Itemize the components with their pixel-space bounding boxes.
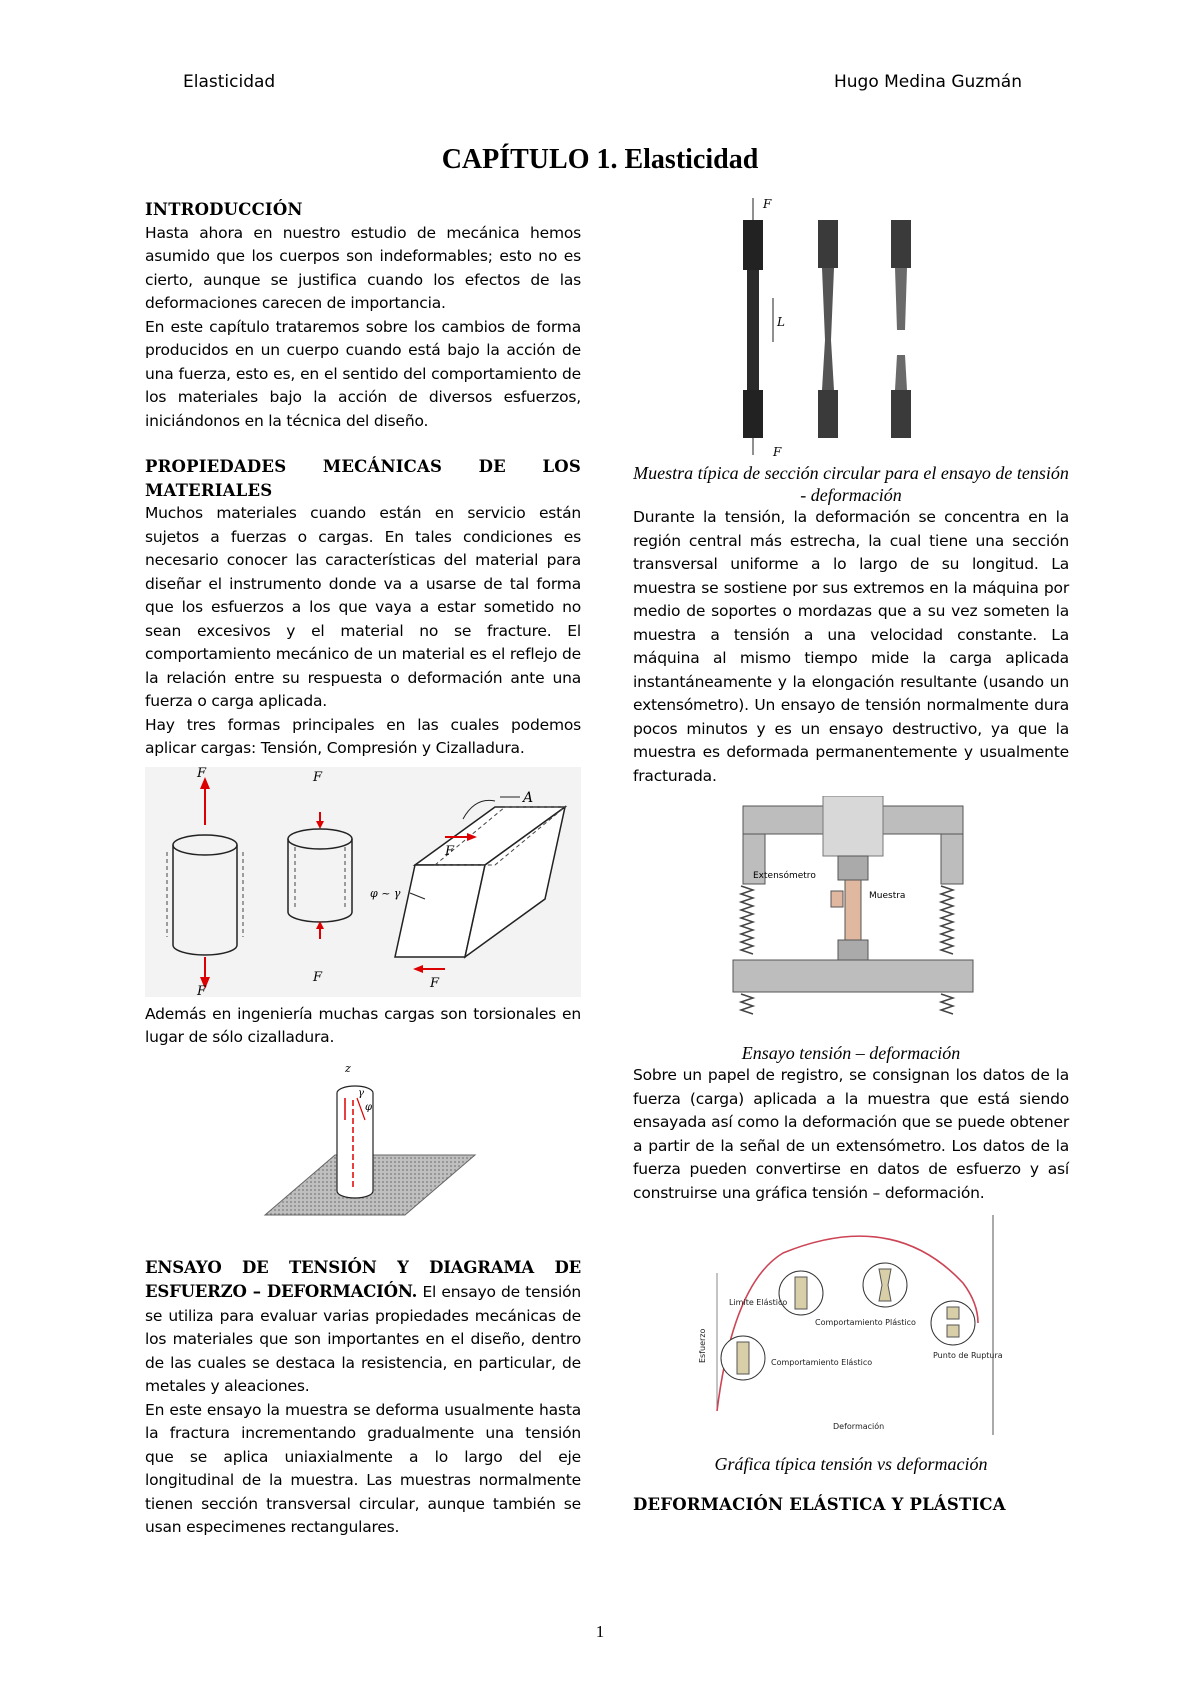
torsion-theta-label: φ <box>365 1101 373 1113</box>
torsion-axis-label: z <box>345 1061 351 1075</box>
specimen-force-top: F <box>763 197 772 211</box>
graph-caption: Gráfica típica tensión vs deformación <box>714 1454 988 1474</box>
tension-test-heading: ENSAYO DE TENSIÓN Y DIAGRAMA DE ESFUERZO – DEFORMACIÓN. <box>145 1257 581 1301</box>
tension-force-top: F <box>197 766 207 781</box>
graph-label-plastic: Comportamiento Plástico <box>815 1318 916 1327</box>
tension-force-bottom: F <box>197 983 207 997</box>
testing-machine-figure <box>633 796 1069 1018</box>
compression-force-bottom: F <box>313 969 323 985</box>
properties-paragraph-2: Hay tres formas principales en las cuales podemos aplicar cargas: Tensión, Compresión y Cizalladura. <box>145 715 581 757</box>
load-types-figure <box>145 767 581 997</box>
graph-label-elastic: Comportamiento Elástico <box>771 1358 873 1367</box>
graph-y-axis-label: Esfuerzo <box>698 1328 707 1363</box>
shear-force-top: F <box>445 843 455 859</box>
specimen-caption: Muestra típica de sección circular para el ensayo de tensión - deformación <box>633 463 1069 505</box>
specimen-paragraph: Durante la tensión, la deformación se concentra en la región central más estrecha, la cual tiene una sección transversal uniforme a lo largo de su longitud. La muestra se sostiene por sus extremos en la máquina por medio de soportes o mordazas que a su vez someten la muestra a tensión a una velocidad constante. La máquina al mismo tiempo mide la carga aplicada instantáneamente y la elongación resultante (usando un extensómetro). Un ensayo de tensión normalmente dura pocos minutos y es un ensayo destructivo, ya que la muestra es deformada permanentemente y usualmente fracturada. <box>633 508 1069 785</box>
chapter-title: CAPÍTULO 1. Elasticidad <box>441 144 759 175</box>
specimen-photo <box>633 190 1069 458</box>
specimen-force-bottom: F <box>773 445 782 458</box>
compression-force-top: F <box>313 769 323 785</box>
specimen-length-label: L <box>777 315 785 329</box>
tension-test-paragraph-2: En este ensayo la muestra se deforma usualmente hasta la fractura incrementando gradualmente una tensión que se aplica uniaxialmente a lo largo del eje longitudinal de la muestra. Las muestras normalmente tienen sección transversal circular, aunque también se usan especimenes rectangulares. <box>145 1400 581 1536</box>
page-number: 1 <box>595 1622 605 1641</box>
intro-heading: INTRODUCCIÓN <box>145 200 303 219</box>
machine-caption: Ensayo tensión – deformación <box>741 1043 961 1063</box>
properties-paragraph-1: Muchos materiales cuando están en servicio están sujetos a fuerzas o cargas. En tales condiciones es necesario conocer las características del material para diseñar el instrumento donde va a usarse de tal forma que los esfuerzos a los que vaya a estar sometido no sean excesivos y el material no se fracture. El comportamiento mecánico de un material es el reflejo de la relación entre su respuesta o deformación ante una fuerza o carga aplicada. <box>145 504 581 710</box>
record-paragraph: Sobre un papel de registro, se consignan los datos de la fuerza (carga) aplicada a la muestra que está siendo ensayada así como la deformación que se puede obtener a partir de la señal de un extensómetro. Los datos de la fuerza pueden convertirse en datos de esfuerzo y así construirse una gráfica tensión – deformación. <box>633 1066 1069 1202</box>
machine-label-extensometer: Extensómetro <box>753 871 816 881</box>
intro-paragraph-1: Hasta ahora en nuestro estudio de mecánica hemos asumido que los cuerpos son indeformables; esto no es cierto, aunque se justifica cuando los efectos de las deformaciones carecen de importancia. <box>145 223 581 312</box>
elastic-plastic-heading: DEFORMACIÓN ELÁSTICA Y PLÁSTICA <box>633 1495 1006 1514</box>
running-header-right: Hugo Medina Guzmán <box>833 72 1022 92</box>
torsion-paragraph: Además en ingeniería muchas cargas son torsionales en lugar de sólo cizalladura. <box>145 1004 581 1046</box>
properties-heading: PROPIEDADES MECÁNICAS DE LOS MATERIALES <box>145 457 581 500</box>
tension-test-text: El ensayo de tensión se utiliza para evaluar varias propiedades mecánicas de los materiales que son importantes en el diseño, dentro de las cuales se destaca la resistencia, en particular, de metales y aleaciones. <box>145 1283 581 1395</box>
graph-label-rupture: Punto de Ruptura <box>933 1351 1003 1360</box>
graph-x-axis-label: Deformación <box>833 1422 885 1431</box>
shear-force-bottom: F <box>430 975 440 991</box>
torsion-figure <box>145 1060 581 1230</box>
tension-test-paragraph-1 <box>145 1256 581 1399</box>
intro-paragraph-2: En este capítulo trataremos sobre los cambios de forma producidos en un cuerpo cuando está bajo la acción de una fuerza, esto es, en el sentido del comportamiento de los materiales bajo la acción de diversos esfuerzos, iniciándonos en la técnica del diseño. <box>145 317 581 430</box>
graph-label-elastic-limit: Limite Elástico <box>729 1298 788 1307</box>
stress-strain-graph <box>633 1213 1069 1451</box>
running-header-left: Elasticidad <box>183 72 276 92</box>
machine-label-specimen: Muestra <box>869 891 906 901</box>
torsion-gamma-label: γ <box>358 1087 364 1099</box>
area-label: A <box>523 789 534 806</box>
right-column <box>633 198 1069 1517</box>
shear-angle-label: φ ~ γ <box>370 886 401 900</box>
left-column <box>145 198 581 1540</box>
